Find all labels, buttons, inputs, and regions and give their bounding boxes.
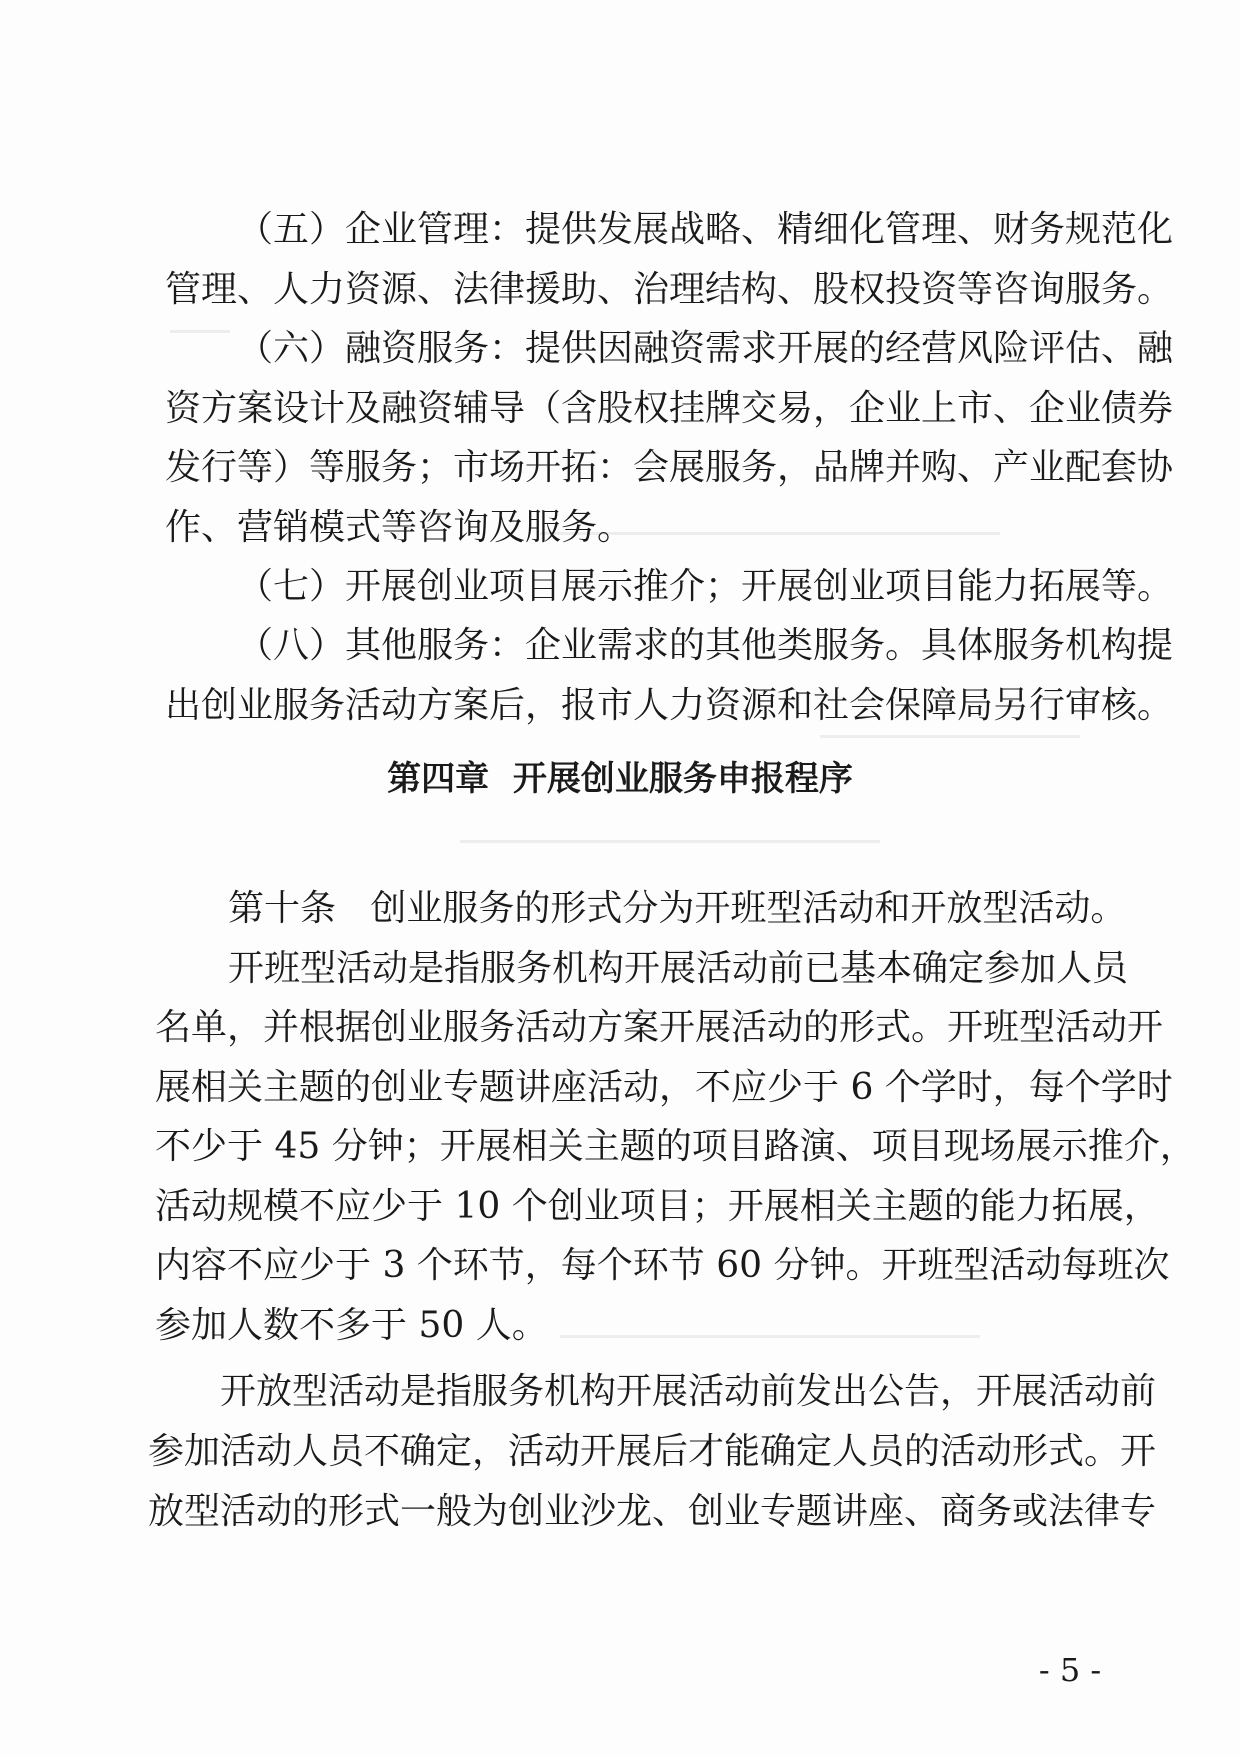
- class-activity-line-7: 参加人数不多于 50 人。: [155, 1305, 548, 1346]
- paragraph-7-line-1: （七）开展创业项目展示推介；开展创业项目能力拓展等。: [237, 566, 1174, 607]
- paragraph-5-line-1: （五）企业管理：提供发展战略、精细化管理、财务规范化: [237, 209, 1174, 250]
- open-activity-line-3: 放型活动的形式一般为创业沙龙、创业专题讲座、商务或法律专: [148, 1491, 1157, 1532]
- chapter-heading: 第四章 开展创业服务申报程序: [387, 759, 853, 799]
- class-activity-line-5: 活动规模不应少于 10 个创业项目；开展相关主题的能力拓展，: [155, 1186, 1160, 1227]
- class-activity-line-3: 展相关主题的创业专题讲座活动，不应少于 6 个学时，每个学时: [155, 1067, 1173, 1108]
- paragraph-5-line-2: 管理、人力资源、法律援助、治理结构、股权投资等咨询服务。: [165, 269, 1174, 310]
- paragraph-8-line-2: 出创业服务活动方案后，报市人力资源和社会保障局另行审核。: [165, 685, 1174, 726]
- scan-mark: [460, 840, 880, 843]
- class-activity-line-1: 开班型活动是指服务机构开展活动前已基本确定参加人员: [228, 948, 1129, 989]
- paragraph-6-line-1: （六）融资服务：提供因融资需求开展的经营风险评估、融: [237, 328, 1174, 369]
- paragraph-6-line-2: 资方案设计及融资辅导（含股权挂牌交易，企业上市、企业债券: [165, 388, 1174, 429]
- paragraph-6-line-3: 发行等）等服务；市场开拓：会展服务，品牌并购、产业配套协: [165, 447, 1174, 488]
- class-activity-line-2: 名单，并根据创业服务活动方案开展活动的形式。开班型活动开: [155, 1007, 1164, 1048]
- scan-mark: [170, 330, 230, 333]
- paragraph-6-line-4: 作、营销模式等咨询及服务。: [165, 507, 634, 548]
- open-activity-line-2: 参加活动人员不确定，活动开展后才能确定人员的活动形式。开: [148, 1431, 1157, 1472]
- page-number: - 5 -: [1038, 1651, 1102, 1689]
- class-activity-line-4: 不少于 45 分钟；开展相关主题的项目路演、项目现场展示推介，: [155, 1126, 1196, 1167]
- article-10-line-1: 第十条 创业服务的形式分为开班型活动和开放型活动。: [228, 888, 1127, 929]
- scan-mark: [560, 1335, 980, 1338]
- class-activity-line-6: 内容不应少于 3 个环节，每个环节 60 分钟。开班型活动每班次: [155, 1245, 1170, 1286]
- paragraph-8-line-1: （八）其他服务：企业需求的其他类服务。具体服务机构提: [237, 625, 1174, 666]
- open-activity-line-1: 开放型活动是指服务机构开展活动前发出公告，开展活动前: [220, 1371, 1157, 1412]
- scan-mark: [820, 735, 1080, 738]
